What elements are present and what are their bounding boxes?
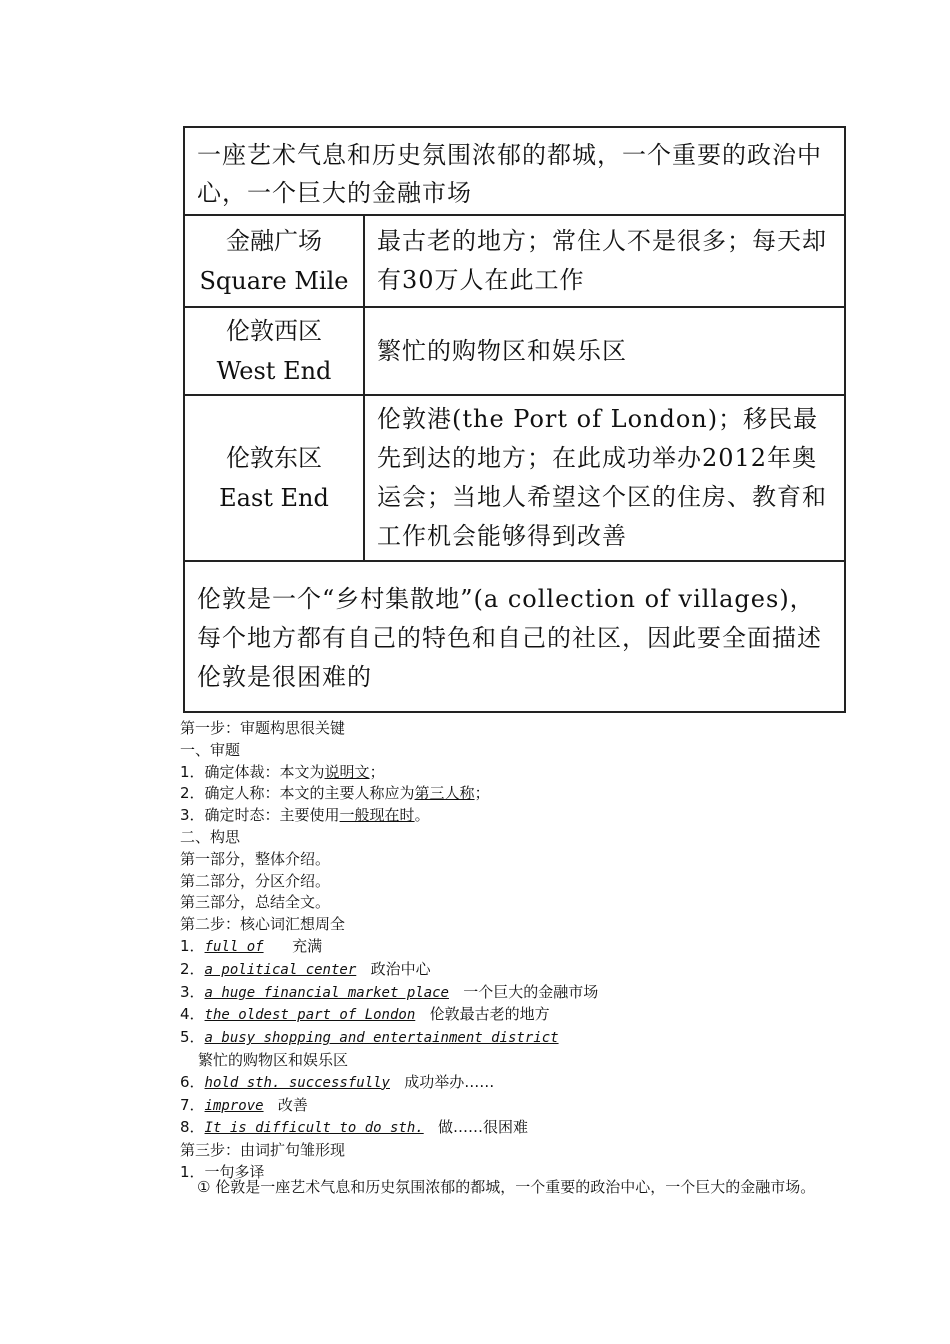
vocab-english: full of — [204, 938, 264, 955]
outline-part: 第一部分，整体介绍。 — [180, 849, 331, 868]
section-heading: 1．一句多译 — [180, 1162, 265, 1181]
vocab-number: 4． — [180, 1005, 205, 1024]
tense-answer: 一般现在时 — [339, 806, 415, 825]
vocab-item — [180, 1072, 830, 1095]
genre-answer: 说明文 — [324, 762, 370, 781]
vocab-item — [180, 982, 830, 1005]
vocab-english: It is difficult to do sth. — [204, 1120, 424, 1137]
vocab-chinese: 伦敦最古老的地方 — [429, 1005, 550, 1024]
table-divider — [185, 560, 844, 562]
vocab-english: a huge financial market place — [204, 984, 449, 1001]
district-en: West End — [216, 357, 332, 385]
vocab-item — [180, 936, 830, 959]
vocab-chinese: 充满 — [292, 936, 323, 955]
outline-part: 第二部分，分区介绍。 — [180, 871, 331, 890]
notes-section — [180, 718, 830, 1184]
vocab-chinese: 成功举办…… — [404, 1072, 495, 1091]
vocab-number: 1． — [180, 936, 205, 955]
district-en: East End — [219, 484, 329, 512]
district-name-cell — [185, 308, 363, 394]
vocab-number: 8． — [180, 1118, 205, 1137]
vocab-chinese: 改善 — [277, 1095, 308, 1114]
district-desc-cell: 繁忙的购物区和娱乐区 — [377, 336, 627, 365]
district-zh: 金融广场 — [226, 227, 322, 255]
translation-paragraph: ① 伦敦是一座艺术气息和历史氛围浓郁的都城，一个重要的政治中心，一个巨大的金融市场。 — [197, 1178, 816, 1196]
tense-line — [180, 805, 830, 827]
vocab-chinese: 一个巨大的金融市场 — [463, 982, 599, 1001]
vocab-item — [180, 1117, 830, 1140]
person-line — [180, 783, 830, 805]
vocab-number: 2． — [180, 959, 205, 978]
section-heading: 二、构思 — [180, 827, 241, 846]
vocab-number: 5． — [180, 1028, 205, 1047]
district-zh: 伦敦东区 — [226, 444, 322, 472]
outline-part: 第三部分，总结全文。 — [180, 893, 331, 912]
section-heading: 一、审题 — [180, 740, 241, 759]
london-table — [183, 126, 846, 713]
genre-line — [180, 762, 830, 784]
district-desc-cell: 伦敦港(the Port of London)；移民最先到达的地方；在此成功举办2012年奥运会；当地人希望这个区的住房、教育和工作机会能够得到改善 — [377, 405, 827, 550]
district-desc-cell: 最古老的地方；常住人不是很多；每天却有30万人在此工作 — [377, 227, 827, 294]
person-punct: ； — [474, 784, 490, 803]
vocab-item — [180, 1027, 830, 1050]
tense-label: 3．确定时态：主要使用 — [180, 806, 340, 825]
vocab-chinese: 繁忙的购物区和娱乐区 — [198, 1050, 349, 1069]
table-footer-cell: 伦敦是一个“乡村集散地”(a collection of villages)，每个地方都有自己的特色和自己的社区，因此要全面描述伦敦是很困难的 — [197, 585, 822, 691]
genre-punct: ； — [369, 762, 385, 781]
district-zh: 伦敦西区 — [226, 317, 322, 345]
tense-punct: 。 — [414, 806, 430, 825]
person-label: 2．确定人称：本文的主要人称应为 — [180, 784, 415, 803]
vocab-english: hold sth. successfully — [204, 1074, 390, 1091]
step-heading: 第二步：核心词汇想周全 — [180, 915, 346, 934]
person-answer: 第三人称 — [414, 784, 475, 803]
vocab-english: a political center — [204, 961, 357, 978]
step-heading: 第一步：审题构思很关键 — [180, 719, 346, 737]
vocab-item — [180, 1095, 830, 1118]
genre-label: 1．确定体裁：本文为 — [180, 762, 325, 781]
table-header-cell: 一座艺术气息和历史氛围浓郁的都城，一个重要的政治中心，一个巨大的金融市场 — [197, 141, 822, 207]
step-heading: 第三步：由词扩句雏形现 — [180, 1141, 346, 1160]
district-en: Square Mile — [199, 267, 349, 295]
vocab-chinese: 政治中心 — [370, 959, 431, 978]
vocab-english: improve — [204, 1097, 264, 1114]
vocab-item — [180, 1004, 830, 1027]
vocab-number: 6． — [180, 1072, 205, 1091]
vocab-number: 7． — [180, 1095, 205, 1114]
district-name-cell — [185, 396, 363, 560]
vocab-english: a busy shopping and entertainment district — [204, 1030, 559, 1047]
vocab-item — [180, 959, 830, 982]
vocab-number: 3． — [180, 982, 205, 1001]
district-name-cell — [185, 216, 363, 306]
vocab-english: the oldest part of London — [204, 1007, 416, 1024]
vocab-chinese: 做……很困难 — [438, 1118, 529, 1137]
